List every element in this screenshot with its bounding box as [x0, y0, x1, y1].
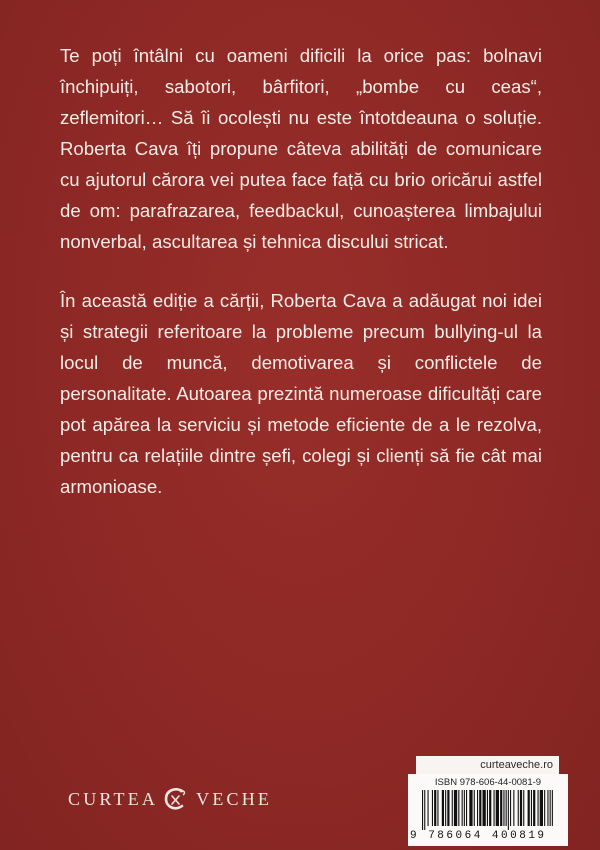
barcode-bar [474, 790, 475, 826]
publisher-logo [68, 786, 272, 812]
barcode-bar [454, 790, 457, 826]
barcode-bar [538, 790, 539, 826]
publisher-name-left: CURTEA [68, 788, 159, 809]
barcode-panel [408, 774, 568, 846]
barcode-bar [477, 790, 478, 826]
barcode-bar [466, 790, 467, 826]
barcode-bar [518, 790, 519, 826]
barcode-bar [503, 790, 504, 826]
barcode-bar [422, 790, 423, 830]
barcode-bar [432, 790, 433, 826]
barcode-bar [434, 790, 436, 826]
curtea-veche-logo-icon [162, 786, 188, 812]
barcode-bar [442, 790, 444, 826]
barcode-bar [540, 790, 543, 826]
barcode-bars [422, 790, 554, 830]
barcode-bar [531, 790, 532, 826]
barcode-bar [520, 790, 522, 826]
barcode-bar [447, 790, 449, 826]
barcode-bar [437, 790, 438, 826]
barcode-bar [547, 790, 548, 826]
publisher-website: curteaveche.ro [416, 756, 559, 774]
barcode-bar [494, 790, 495, 826]
barcode-bar [458, 790, 459, 826]
barcode-bar [552, 790, 553, 826]
barcode-bar [544, 790, 545, 826]
barcode-bar [513, 790, 514, 826]
barcode-bar [487, 790, 488, 826]
barcode-bar [445, 790, 446, 826]
barcode-bar [508, 790, 509, 830]
barcode-bar [510, 790, 511, 826]
barcode-bar [464, 790, 465, 826]
blurb-paragraph-1: Te poți întâlni cu oameni dificili la orice pas: bolnavi închipuiți, sabotori, bârfitori, „bombe cu ceas“, zeflemitori… Să îi ocolești nu este întotdeauna o soluție. Roberta Cava îți propune câteva abilități de comunicare cu ajutorul cărora vei putea face față cu brio oricărui astfel de om: parafrazarea, feedbackul, cunoașterea limbajului nonverbal, ascultarea și tehnica discului stricat. [60, 45, 542, 252]
barcode-bar [523, 790, 524, 826]
barcode-bar [489, 790, 491, 826]
barcode-digits: 9 786064 400819 [410, 830, 547, 842]
barcode-bar [424, 790, 425, 830]
barcode-bar [462, 790, 463, 826]
barcode-bar [483, 790, 486, 826]
publisher-name-right: VECHE [196, 788, 273, 809]
blurb-text [60, 40, 542, 502]
isbn-number: ISBN 978-606-44-0081-9 [434, 777, 542, 788]
barcode-bar [550, 790, 551, 826]
barcode-bar [528, 790, 530, 826]
barcode-bar [428, 790, 429, 826]
blurb-paragraph-2: În această ediție a cărții, Roberta Cava a adăugat noi idei și strategii referitoare la probleme precum bullying-ul la locul de muncă, demotivarea și conflictele de personalitate. Autoarea prezintă numeroase dificultăți care pot apărea la serviciu și metode eficiente de a le rezolva, pentru ca relațiile dintre șefi, colegi și clienți să fie cât mai armonioase. [60, 290, 542, 497]
barcode-bar [500, 790, 502, 826]
barcode-bar [479, 790, 481, 826]
barcode-bar [533, 790, 535, 826]
barcode-bar [506, 790, 507, 826]
barcode-bar [452, 790, 453, 826]
barcode-bar [469, 790, 472, 826]
barcode-bar [496, 790, 499, 826]
